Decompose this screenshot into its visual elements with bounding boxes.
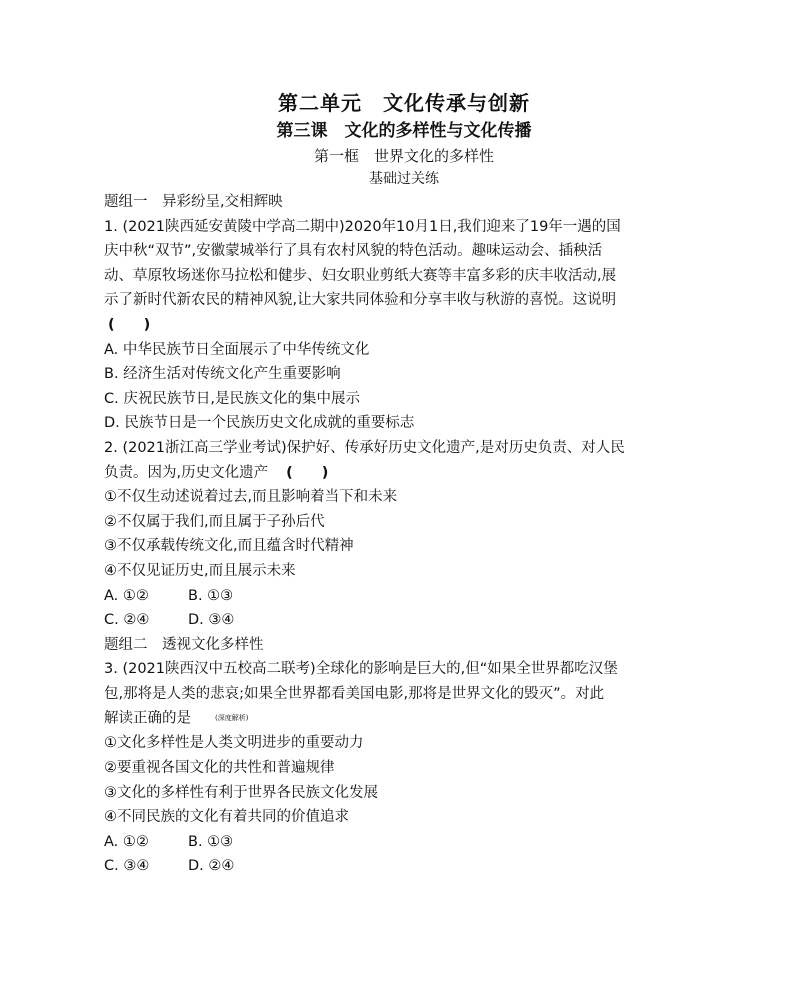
answer-paren: ( ) [108, 316, 151, 333]
group-title: 题组一 异彩纷呈,交相辉映 [104, 194, 283, 210]
options-row: C. ②④ D. ③④ [104, 612, 235, 629]
option-c: C. 庆祝民族节日,是民族文化的集中展示 [104, 390, 360, 407]
question-text: 负责。因为,历史文化遗产 ( ) [104, 461, 704, 486]
question-text: 解读正确的是 (深度解析) [104, 710, 249, 727]
section-title: 基础过关练 [369, 171, 439, 187]
options-row: C. ③④ D. ②④ [104, 858, 235, 875]
question-text: 庆中秋“双节”,安徽蒙城举行了具有农村风貌的特色活动。趣味运动会、插秧活 [104, 243, 603, 260]
frame-title: 第一框 世界文化的多样性 [313, 147, 494, 165]
statement-item: ②不仅属于我们,而且属于子孙后代 [104, 513, 325, 530]
option-d: D. 民族节日是一个民族历史文化成就的重要标志 [104, 415, 415, 432]
options-row: A. ①② B. ①③ [104, 587, 234, 604]
option-b: B. 经济生活对传统文化产生重要影响 [104, 366, 341, 383]
statement-item: ③不仅承载传统文化,而且蕴含时代精神 [104, 538, 354, 555]
question-text: 2. (2021浙江高三学业考试)保护好、传承好历史文化遗产,是对历史负责、对人民 [104, 439, 625, 456]
option-a: A. 中华民族节日全面展示了中华传统文化 [104, 341, 370, 358]
statement-item: ④不同民族的文化有着共同的价值追求 [104, 809, 349, 826]
document-page [104, 88, 704, 879]
question-text: 示了新时代新农民的精神风貌,让大家共同体验和分享丰收与秋游的喜悦。这说明 [104, 292, 617, 309]
question-text: 动、草原牧场迷你马拉松和健步、妇女职业剪纸大赛等丰富多彩的庆丰收活动,展 [104, 267, 617, 284]
options-row: A. ①② B. ①③ [104, 833, 234, 850]
group-title: 题组二 透视文化多样性 [104, 636, 264, 653]
question-text: 1. (2021陕西延安黄陵中学高二期中)2020年10月1日,我们迎来了19年一遇的国 [104, 218, 621, 235]
statement-item: ③文化的多样性有利于世界各民族文化发展 [104, 784, 378, 801]
question-text: 3. (2021陕西汉中五校高二联考)全球化的影响是巨大的,但“如果全世界都吃汉堡 [104, 661, 618, 678]
answer-paren: ( ) [286, 464, 329, 481]
question-2 [104, 436, 704, 633]
question-3 [104, 657, 704, 879]
unit-title: 第二单元 文化传承与创新 [278, 91, 530, 115]
statement-item: ④不仅见证历史,而且展示未来 [104, 562, 296, 579]
statement-item: ①不仅生动述说着过去,而且影响着当下和未来 [104, 489, 398, 506]
statement-item: ①文化多样性是人类文明进步的重要动力 [104, 735, 364, 752]
question-1 [104, 215, 704, 436]
question-text: 包,那将是人类的悲哀;如果全世界都看美国电影,那将是世界文化的毁灭”。对此 [104, 685, 605, 702]
answer-paren: (深度解析) [215, 714, 249, 723]
lesson-title: 第三课 文化的多样性与文化传播 [276, 121, 532, 141]
statement-item: ②要重视各国文化的共性和普遍规律 [104, 759, 335, 776]
